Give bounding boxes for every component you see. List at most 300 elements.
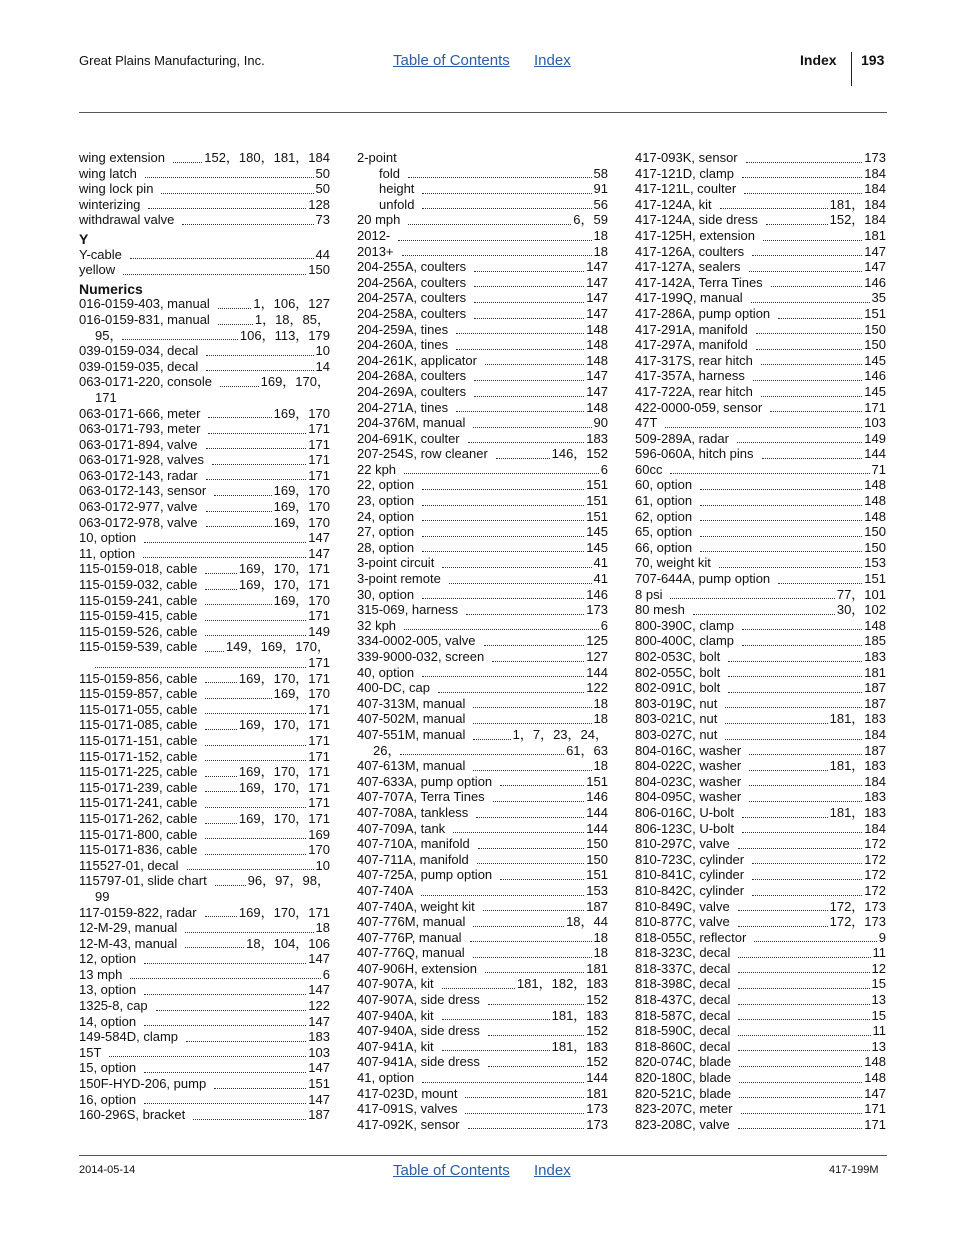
index-entry — [635, 275, 886, 291]
entry-pages[interactable]: 171 — [308, 421, 330, 437]
index-entry — [79, 827, 330, 843]
index-entry — [79, 920, 330, 936]
dot-leader — [720, 208, 828, 209]
entry-pages[interactable]: 181，184 — [829, 196, 886, 212]
dot-leader — [214, 495, 271, 496]
entry-pages[interactable]: 1，106，127 — [253, 296, 330, 312]
entry-pages[interactable]: 146 — [586, 789, 608, 805]
entry-pages[interactable]: 149 — [308, 623, 330, 639]
dot-leader — [752, 255, 862, 256]
entry-pages[interactable]: 171 — [308, 467, 330, 483]
entry-pages[interactable]: 169 — [308, 826, 330, 842]
entry-term: 41, option — [357, 1070, 415, 1086]
dot-leader — [456, 411, 584, 412]
entry-pages[interactable]: 128 — [308, 196, 330, 212]
entry-pages[interactable]: 1，18，85， — [254, 311, 330, 327]
dot-leader — [205, 651, 224, 652]
entry-pages[interactable]: 10 — [315, 343, 330, 359]
entry-pages[interactable]: 152 — [586, 1023, 608, 1039]
entry-term: 204-261K, applicator — [357, 352, 477, 368]
entry-term: 407-941A, kit — [357, 1038, 434, 1054]
index-link[interactable]: Index — [534, 52, 571, 69]
index-entry — [357, 665, 608, 681]
entry-term: 47T — [635, 415, 658, 431]
dot-leader — [109, 1056, 306, 1057]
entry-term: 417-121D, clamp — [635, 165, 734, 181]
entry-pages[interactable]: 15 — [871, 976, 886, 992]
index-entry — [635, 1054, 886, 1070]
entry-pages[interactable]: 152 — [586, 992, 608, 1008]
entry-pages[interactable]: 169，170 — [273, 592, 330, 608]
entry-pages[interactable]: 18 — [593, 711, 608, 727]
entry-pages[interactable]: 169，170 — [273, 405, 330, 421]
dot-leader — [742, 629, 862, 630]
entry-pages[interactable]: 18 — [593, 227, 608, 243]
dot-leader — [478, 848, 585, 849]
entry-pages[interactable]: 169，170 — [273, 686, 330, 702]
index-entry — [635, 930, 886, 946]
entry-pages[interactable]: 187 — [864, 742, 886, 758]
entry-pages[interactable]: 1，7，23，24， — [512, 726, 608, 742]
entry-term: 407-709A, tank — [357, 820, 446, 836]
entry-pages[interactable]: 147 — [586, 305, 608, 321]
entry-term: 204-255A, coulters — [357, 259, 467, 275]
footer-table-of-contents-link[interactable]: Table of Contents — [393, 1162, 510, 1179]
entry-pages[interactable]: 125 — [586, 633, 608, 649]
entry-pages[interactable]: 171 — [308, 436, 330, 452]
entry-pages[interactable]: 172，173 — [829, 898, 886, 914]
entry-pages[interactable]: 91 — [593, 181, 608, 197]
entry-term: 407-710A, manifold — [357, 836, 470, 852]
entry-term: 27, option — [357, 524, 415, 540]
entry-pages[interactable]: 173 — [586, 1116, 608, 1132]
entry-pages[interactable]: 73 — [315, 212, 330, 228]
entry-pages[interactable]: 44 — [315, 246, 330, 262]
entry-pages[interactable]: 147 — [864, 243, 886, 259]
entry-pages[interactable]: 151 — [586, 508, 608, 524]
entry-pages[interactable]: 187 — [864, 680, 886, 696]
entry-term: 417-126A, coulters — [635, 243, 745, 259]
dot-leader — [752, 879, 862, 880]
entry-term: 400-DC, cap — [357, 680, 430, 696]
dot-leader — [143, 557, 306, 558]
entry-pages[interactable]: 181 — [586, 1085, 608, 1101]
entry-pages[interactable]: 18，44 — [566, 914, 608, 930]
entry-pages[interactable]: 172 — [864, 851, 886, 867]
index-entry — [357, 446, 608, 462]
entry-pages[interactable]: 152，184 — [829, 212, 886, 228]
entry-pages[interactable]: 147 — [586, 290, 608, 306]
entry-term: wing latch — [79, 165, 137, 181]
entry-pages[interactable]: 9 — [878, 929, 886, 945]
entry-term: 063-0172-977, valve — [79, 499, 198, 515]
entry-pages[interactable]: 171 — [308, 452, 330, 468]
entry-term: 810-842C, cylinder — [635, 882, 745, 898]
entry-pages[interactable]: 18 — [593, 929, 608, 945]
entry-pages[interactable]: 171 — [308, 732, 330, 748]
entry-pages[interactable]: 35 — [871, 290, 886, 306]
entry-term: 115-0171-225, cable — [79, 764, 198, 780]
entry-pages[interactable]: 184 — [864, 820, 886, 836]
entry-pages[interactable]: 12 — [871, 960, 886, 976]
entry-term: 417-127A, sealers — [635, 259, 741, 275]
entry-pages[interactable]: 149 — [864, 430, 886, 446]
entry-pages[interactable]: 11 — [872, 1023, 886, 1039]
index-entry — [357, 493, 608, 509]
index-entry — [635, 322, 886, 338]
entry-term: 407-776M, manual — [357, 914, 466, 930]
entry-pages[interactable]: 181，182，183 — [516, 976, 608, 992]
index-entry — [357, 852, 608, 868]
entry-pages[interactable]: 153 — [586, 882, 608, 898]
entry-pages[interactable]: 146 — [586, 586, 608, 602]
entry-pages[interactable]: 144 — [586, 1070, 608, 1086]
entry-pages[interactable]: 146 — [864, 368, 886, 384]
dot-leader — [738, 910, 828, 911]
entry-pages[interactable]: 172，173 — [829, 914, 886, 930]
entry-pages[interactable]: 18，104，106 — [246, 935, 330, 951]
dot-leader — [422, 551, 584, 552]
entry-term: 115-0171-241, cable — [79, 795, 198, 811]
entry-pages[interactable]: 148 — [864, 1054, 886, 1070]
entry-term: 407-551M, manual — [357, 726, 466, 742]
entry-pages[interactable]: 169，170，171 — [238, 904, 330, 920]
entry-pages[interactable]: 13 — [871, 992, 886, 1008]
entry-term: 800-390C, clamp — [635, 617, 734, 633]
entry-pages[interactable]: 171 — [308, 701, 330, 717]
entry-pages[interactable]: 148 — [586, 352, 608, 368]
entry-term: fold — [379, 165, 400, 181]
entry-pages[interactable]: 183 — [864, 649, 886, 664]
dot-leader — [739, 1066, 862, 1067]
entry-pages[interactable]: 50 — [315, 165, 330, 181]
entry-pages[interactable]: 171 — [308, 608, 330, 624]
entry-term: wing extension — [79, 150, 165, 165]
table-of-contents-link[interactable]: Table of Contents — [393, 52, 510, 69]
header-divider — [851, 52, 852, 86]
index-entry — [635, 883, 886, 899]
entry-pages[interactable]: 185 — [864, 633, 886, 649]
entry-pages[interactable]: 169，170，171 — [238, 577, 330, 593]
entry-term: 407-907A, side dress — [357, 992, 480, 1008]
entry-pages[interactable]: 184 — [864, 726, 886, 742]
entry-pages[interactable]: 151 — [308, 1076, 330, 1092]
entry-pages[interactable]: 187 — [586, 898, 608, 914]
index-entry — [357, 914, 608, 930]
index-entry — [635, 602, 886, 618]
entry-pages[interactable]: 173 — [586, 602, 608, 618]
entry-pages[interactable]: 169，170，171 — [238, 561, 330, 577]
entry-pages[interactable]: 6 — [600, 617, 608, 633]
entry-pages[interactable]: 171 — [864, 1116, 886, 1132]
entry-pages[interactable]: 150 — [864, 539, 886, 555]
dot-leader — [665, 427, 862, 428]
dot-leader — [185, 947, 244, 948]
index-entry — [79, 639, 330, 655]
index-entry — [357, 275, 608, 291]
entry-pages[interactable]: 151 — [864, 305, 886, 321]
entry-pages[interactable]: 181，183 — [551, 1007, 608, 1023]
entry-term: 407-633A, pump option — [357, 773, 493, 789]
index-entry — [79, 452, 330, 468]
entry-pages[interactable]: 147 — [308, 982, 330, 998]
entry-pages[interactable]: 183 — [586, 430, 608, 446]
entry-pages[interactable]: 147 — [864, 259, 886, 275]
entry-pages[interactable]: 144 — [864, 446, 886, 462]
entry-pages[interactable]: 183 — [864, 789, 886, 805]
dot-leader — [496, 458, 550, 459]
entry-term: 407-711A, manifold — [357, 851, 469, 867]
index-entry — [635, 337, 886, 353]
entry-pages[interactable]: 148 — [586, 399, 608, 415]
entry-term: 810-841C, cylinder — [635, 867, 745, 883]
entry-pages[interactable]: 173 — [864, 150, 886, 165]
entry-pages[interactable]: 106，113，179 — [239, 327, 330, 343]
company-name: Great Plains Manufacturing, Inc. — [79, 53, 265, 68]
entry-pages[interactable]: 146 — [864, 274, 886, 290]
entry-pages[interactable]: 50 — [315, 181, 330, 197]
index-entry — [357, 1023, 608, 1039]
entry-term: 115-0159-018, cable — [79, 561, 198, 577]
entry-pages[interactable]: 169，170，171 — [238, 717, 330, 733]
entry-term: 063-0171-666, meter — [79, 405, 201, 421]
dot-leader — [205, 916, 237, 917]
index-entry — [357, 555, 608, 571]
entry-pages[interactable]: 90 — [593, 415, 608, 431]
entry-pages[interactable]: 146，152 — [551, 446, 608, 462]
entry-pages[interactable]: 18 — [593, 945, 608, 961]
entry-pages[interactable]: 148 — [864, 477, 886, 493]
index-entry — [79, 181, 330, 197]
entry-term: 12-M-43, manual — [79, 935, 178, 951]
entry-pages[interactable]: 187 — [308, 1107, 330, 1123]
dot-leader — [465, 1113, 584, 1114]
entry-pages[interactable]: 147 — [308, 530, 330, 546]
index-entry — [79, 546, 330, 562]
entry-term: 23, option — [357, 493, 415, 509]
entry-term: 204-256A, coulters — [357, 274, 467, 290]
index-entry — [635, 680, 886, 696]
entry-pages[interactable]: 170 — [308, 842, 330, 858]
entry-pages[interactable]: 148 — [586, 321, 608, 337]
entry-pages[interactable]: 145 — [586, 539, 608, 555]
dot-leader — [493, 801, 585, 802]
entry-term: Y-cable — [79, 246, 122, 262]
entry-pages[interactable]: 147 — [586, 259, 608, 275]
entry-pages[interactable]: 150 — [864, 337, 886, 353]
entry-pages[interactable]: 181 — [864, 664, 886, 680]
entry-pages[interactable]: 11 — [872, 945, 886, 961]
entry-pages[interactable]: 151 — [864, 571, 886, 587]
entry-pages[interactable]: 169，170，171 — [238, 810, 330, 826]
entry-pages[interactable]: 150 — [864, 321, 886, 337]
entry-pages[interactable]: 181 — [864, 227, 886, 243]
entry-pages[interactable]: 10 — [315, 857, 330, 873]
entry-pages[interactable]: 127 — [586, 649, 608, 664]
footer-index-link[interactable]: Index — [534, 1162, 571, 1179]
entry-pages[interactable]: 184 — [864, 181, 886, 197]
entry-pages[interactable]: 41 — [593, 555, 608, 571]
dot-leader — [144, 542, 306, 543]
entry-pages[interactable]: 147 — [308, 1060, 330, 1076]
index-entry — [79, 197, 330, 213]
entry-pages[interactable]: 184 — [864, 773, 886, 789]
entry-pages[interactable]: 151 — [586, 493, 608, 509]
entry-term: 818-055C, reflector — [635, 929, 747, 945]
entry-pages[interactable]: 171 — [308, 748, 330, 764]
entry-pages[interactable]: 103 — [864, 415, 886, 431]
entry-pages[interactable]: 147 — [308, 951, 330, 967]
entry-pages[interactable]: 147 — [864, 1085, 886, 1101]
index-entry — [79, 421, 330, 437]
entry-pages[interactable]: 171 — [308, 655, 330, 670]
entry-term: 65, option — [635, 524, 693, 540]
entry-pages[interactable]: 171 — [864, 399, 886, 415]
entry-pages[interactable]: 61，63 — [566, 742, 608, 758]
entry-pages[interactable]: 181，183 — [829, 804, 886, 820]
index-entry — [79, 702, 330, 718]
dot-leader — [474, 318, 584, 319]
entry-pages[interactable]: 144 — [586, 820, 608, 836]
entry-pages[interactable]: 169，170， — [260, 374, 330, 390]
entry-pages[interactable]: 6，59 — [573, 212, 608, 228]
entry-pages[interactable]: 149，169，170， — [225, 639, 330, 655]
entry-pages[interactable]: 41 — [593, 571, 608, 587]
entry-pages[interactable]: 152 — [586, 1054, 608, 1070]
entry-pages[interactable]: 150 — [308, 262, 330, 278]
entry-term: 315-069, harness — [357, 602, 459, 618]
entry-term: 20 mph — [357, 212, 401, 228]
dot-leader — [751, 302, 870, 303]
entry-pages[interactable]: 145 — [864, 352, 886, 368]
entry-pages[interactable]: 6 — [322, 966, 330, 982]
entry-term: 820-074C, blade — [635, 1054, 732, 1070]
dot-leader — [488, 1035, 584, 1036]
entry-term: 204-691K, coulter — [357, 430, 460, 446]
entry-pages[interactable]: 145 — [586, 524, 608, 540]
index-entry — [79, 1092, 330, 1108]
entry-pages[interactable]: 15 — [871, 1007, 886, 1023]
entry-pages[interactable]: 148 — [586, 337, 608, 353]
entry-pages[interactable]: 150 — [586, 836, 608, 852]
entry-pages[interactable]: 77，101 — [836, 586, 886, 602]
entry-term: 115-0159-241, cable — [79, 592, 198, 608]
entry-term: 3-point circuit — [357, 555, 435, 571]
entry-pages[interactable]: 151 — [586, 773, 608, 789]
entry-term: 12-M-29, manual — [79, 920, 178, 936]
dot-leader — [218, 308, 252, 309]
entry-pages[interactable]: 181 — [586, 960, 608, 976]
entry-pages[interactable]: 169，170，171 — [238, 779, 330, 795]
entry-pages[interactable]: 145 — [864, 383, 886, 399]
entry-pages[interactable]: 169，170，171 — [238, 764, 330, 780]
entry-pages[interactable]: 30，102 — [836, 602, 886, 618]
entry-pages[interactable]: 172 — [864, 867, 886, 883]
index-entry — [79, 905, 330, 921]
entry-pages[interactable]: 147 — [308, 545, 330, 561]
entry-term: 204-259A, tines — [357, 321, 449, 337]
index-entry — [79, 483, 330, 499]
entry-pages[interactable]: 187 — [864, 695, 886, 711]
entry-pages[interactable]: 148 — [864, 1070, 886, 1086]
entry-pages[interactable]: 147 — [586, 383, 608, 399]
entry-pages[interactable]: 153 — [864, 555, 886, 571]
entry-pages[interactable]: 181，183 — [829, 711, 886, 727]
index-entry — [635, 477, 886, 493]
entry-pages[interactable]: 184 — [864, 165, 886, 181]
entry-pages[interactable]: 58 — [593, 165, 608, 181]
entry-pages[interactable]: 151 — [586, 867, 608, 883]
dot-leader — [739, 1082, 862, 1083]
entry-pages[interactable]: 152，180，181，184 — [204, 150, 330, 165]
entry-pages[interactable]: 183 — [308, 1029, 330, 1045]
dot-leader — [206, 479, 307, 480]
dot-leader — [187, 869, 314, 870]
entry-pages[interactable]: 96，97，98， — [247, 873, 330, 889]
entry-pages[interactable]: 6 — [600, 461, 608, 477]
entry-pages[interactable]: 147 — [586, 274, 608, 290]
entry-pages[interactable]: 13 — [871, 1038, 886, 1054]
index-entry — [79, 374, 330, 390]
entry-pages[interactable]: 181，183 — [551, 1038, 608, 1054]
entry-pages[interactable]: 147 — [586, 368, 608, 384]
entry-pages[interactable]: 18 — [315, 920, 330, 936]
dot-leader — [173, 162, 202, 163]
entry-pages[interactable]: 172 — [864, 882, 886, 898]
entry-term: 12, option — [79, 951, 137, 967]
entry-pages[interactable]: 71 — [871, 461, 886, 477]
entry-pages[interactable]: 169，170，171 — [238, 670, 330, 686]
entry-pages[interactable]: 148 — [864, 493, 886, 509]
index-entry — [357, 228, 608, 244]
entry-pages[interactable]: 181，183 — [829, 758, 886, 774]
dot-leader — [500, 879, 584, 880]
index-entry — [635, 867, 886, 883]
entry-pages[interactable]: 151 — [586, 477, 608, 493]
entry-pages[interactable]: 148 — [864, 508, 886, 524]
entry-term: 22, option — [357, 477, 415, 493]
index-entry — [635, 992, 886, 1008]
entry-pages[interactable]: 144 — [586, 664, 608, 680]
entry-pages[interactable]: 147 — [308, 1013, 330, 1029]
entry-pages[interactable]: 150 — [864, 524, 886, 540]
entry-pages[interactable]: 122 — [308, 998, 330, 1014]
entry-pages[interactable]: 171 — [864, 1101, 886, 1117]
entry-pages[interactable]: 148 — [864, 617, 886, 633]
dot-leader — [749, 785, 862, 786]
dot-leader — [488, 1066, 584, 1067]
entry-pages[interactable]: 172 — [864, 836, 886, 852]
dot-leader — [438, 692, 584, 693]
entry-pages[interactable]: 169，170 — [273, 499, 330, 515]
entry-pages[interactable]: 144 — [586, 804, 608, 820]
dot-leader — [205, 791, 237, 792]
entry-pages[interactable]: 14 — [315, 358, 330, 374]
entry-pages[interactable]: 18 — [593, 695, 608, 711]
entry-pages[interactable]: 147 — [308, 1091, 330, 1107]
entry-pages[interactable]: 150 — [586, 851, 608, 867]
entry-pages[interactable]: 103 — [308, 1044, 330, 1060]
entry-pages[interactable]: 169，170 — [273, 483, 330, 499]
entry-pages[interactable]: 171 — [308, 795, 330, 811]
entry-pages[interactable]: 18 — [593, 758, 608, 774]
entry-pages[interactable]: 173 — [586, 1101, 608, 1117]
index-entry — [635, 493, 886, 509]
entry-pages[interactable]: 18 — [593, 243, 608, 259]
entry-pages[interactable]: 56 — [593, 196, 608, 212]
entry-pages[interactable]: 122 — [586, 680, 608, 696]
entry-pages[interactable]: 169，170 — [273, 514, 330, 530]
